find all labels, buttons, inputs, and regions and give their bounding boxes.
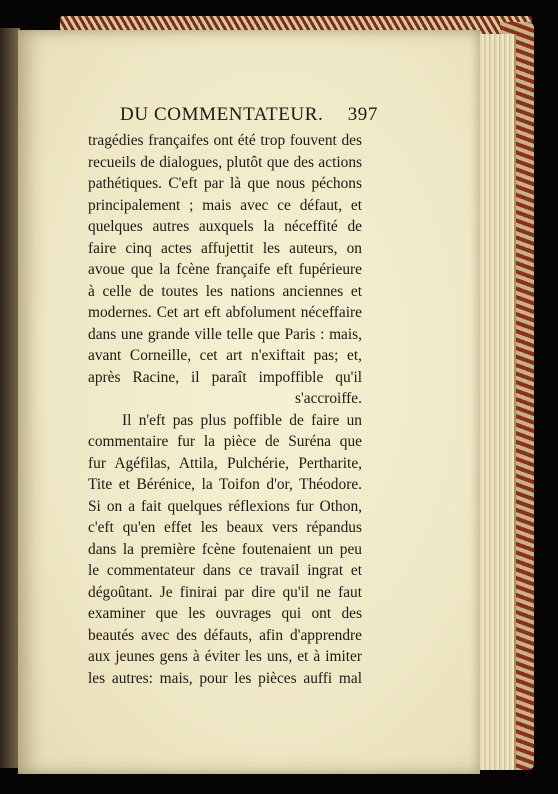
text-line: principalement ; mais avec ce défaut, et <box>88 196 362 214</box>
running-header <box>120 104 378 128</box>
text-line: dans la première fcène foutenaient un peu <box>88 540 362 558</box>
text-line: après Racine, il paraît impoffible qu'il <box>88 368 362 386</box>
text-line: beautés avec des défauts, afin d'apprendre <box>88 626 362 644</box>
text-line: avant Corneille, cet art n'exiftait pas; et, <box>88 347 362 364</box>
text-line: avoue que la fcène françaife eft fupérieure <box>88 261 362 278</box>
page-number: 397 <box>347 104 378 125</box>
text-line: recueils de dialogues, plutôt que des actions <box>88 153 362 171</box>
text-line: Tite et Bérénice, la Toifon d'or, Théodore. <box>88 476 362 493</box>
text-line: Si on a fait quelques réflexions fur Othon, <box>88 497 362 515</box>
text-line: les autres: mais, pour les pièces auffi mal <box>88 669 362 687</box>
text-line: aux jeunes gens à éviter les uns, et à imiter <box>88 648 362 665</box>
text-line: à celle de toutes les nations anciennes et <box>88 282 362 300</box>
running-title: DU COMMENTATEUR. <box>120 104 324 125</box>
text-line: dégoûtant. Je finirai par dire qu'il ne faut <box>88 583 362 601</box>
text-line: tragédies françaifes ont été trop fouvent des <box>88 132 362 149</box>
text-line: modernes. Cet art eft abfolument néceffaire <box>88 304 362 321</box>
text-line: commentaire fur la pièce de Suréna que <box>88 433 362 450</box>
text-line: examiner que les ouvrages qui ont des <box>88 605 362 622</box>
text-line: le commentateur dans ce travail ingrat et <box>88 562 362 579</box>
text-line: s'accroiffe. <box>294 390 362 407</box>
text-line: pathétiques. C'eft par là que nous péchons <box>88 175 362 192</box>
body-text <box>88 130 362 689</box>
text-line: quelques autres auxquels la néceffité de <box>88 218 362 235</box>
text-line: c'eft qu'en effet les beaux vers répandus <box>88 519 362 536</box>
book-binding-left <box>0 28 20 768</box>
text-line: Il n'eft pas plus poffible de faire un <box>122 411 362 429</box>
text-line: fur Agéfilas, Attila, Pulchérie, Pertharite, <box>88 454 362 472</box>
text-line: dans une grande ville telle que Paris : mais, <box>88 325 362 343</box>
text-line: faire cinq actes affujettit les auteurs, on <box>88 239 362 257</box>
